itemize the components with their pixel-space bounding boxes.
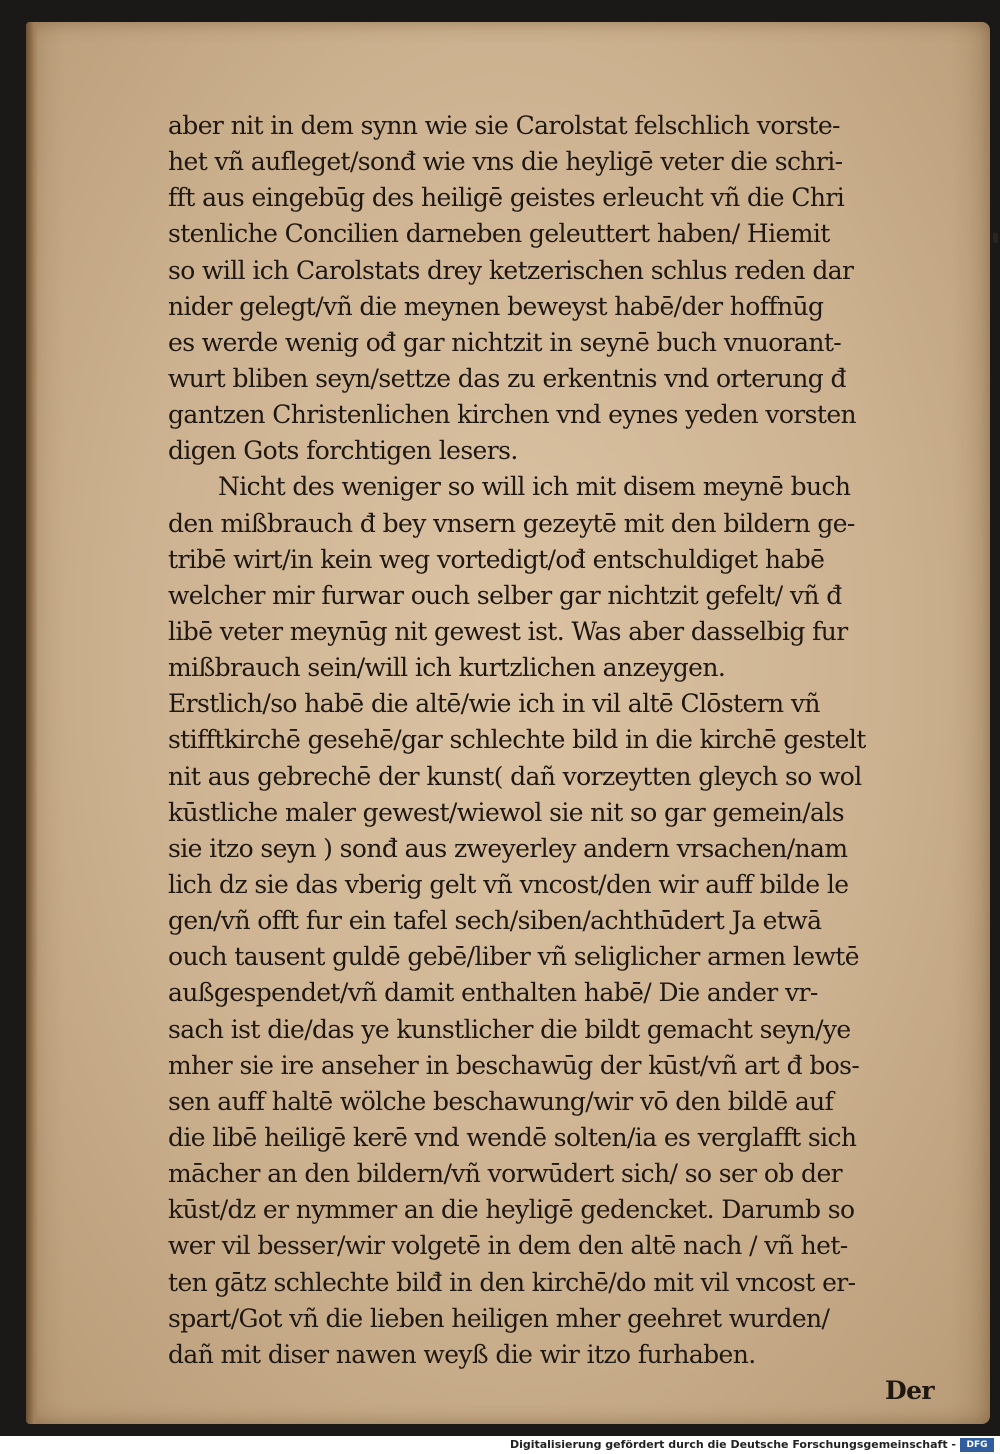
text-line: sen auff haltē wölche beschawung/wir vō den bildē auf — [168, 1086, 834, 1116]
page-text-block — [168, 108, 938, 1409]
text-line: wurt bliben seyn/settze das zu erkentnis vnd orterung đ — [168, 363, 846, 393]
text-line: spart/Got vñ die lieben heiligen mher geehret wurden/ — [168, 1303, 830, 1333]
text-line: kūst/dz er nymmer an die heyligē gedencket. Darumb so — [168, 1195, 855, 1225]
paragraph-start-line: Erstlich/so habē die altē/wie ich in vil altē Clōstern vñ — [168, 689, 820, 719]
text-line: het vñ aufleget/sonđ wie vns die heyligē veter die schri- — [168, 147, 843, 177]
text-line: mißbrauch sein/will ich kurtzlichen anzeygen. — [168, 653, 726, 683]
text-line: ten gātz schlechte bilđ in den kirchē/do mit vil vncost er- — [168, 1267, 856, 1297]
text-line: welcher mir furwar ouch selber gar nichtzit gefelt/ vñ đ — [168, 580, 842, 610]
text-line: sie itzo seyn ) sonđ aus zweyerley andern vrsachen/nam — [168, 833, 848, 863]
attribution-footer — [0, 1436, 1000, 1454]
text-line: mācher an den bildern/vñ vorwūdert sich/ so ser ob der — [168, 1159, 843, 1189]
text-line: fft aus eingebūg des heiligē geistes erleucht vñ die Chri — [168, 183, 845, 213]
text-line: ouch tausent guldē gebē/liber vñ seliglicher armen lewtē — [168, 942, 859, 972]
scan-edge-mark — [993, 233, 998, 243]
text-line: sach ist die/das ye kunstlicher die bildt gemacht seyn/ye — [168, 1014, 851, 1044]
text-line: wer vil besser/wir volgetē in dem den altē nach / vñ het- — [168, 1231, 848, 1261]
text-line: gen/vñ offt fur ein tafel sech/siben/achthūdert Ja etwā — [168, 906, 822, 936]
text-line: libē veter meynūg nit gewest ist. Was aber dasselbig fur — [168, 616, 848, 646]
text-line: gantzen Christenlichen kirchen vnd eynes yeden vorsten — [168, 400, 857, 430]
text-line: tribē wirt/in kein weg vortedigt/ođ entschuldiget habē — [168, 544, 825, 574]
paragraph-start-line: Nicht des weniger so will ich mit disem meynē buch — [218, 472, 851, 502]
text-line: kūstliche maler gewest/wiewol sie nit so gar gemein/als — [168, 797, 844, 827]
dfg-logo[interactable]: DFG — [960, 1438, 994, 1452]
text-line: den mißbrauch đ bey vnsern gezeytē mit den bildern ge- — [168, 508, 855, 538]
text-line: aber nit in dem synn wie sie Carolstat felschlich vorste- — [168, 111, 840, 140]
catchword: Der — [885, 1375, 934, 1405]
text-line: außgespendet/vñ damit enthalten habē/ Die ander vr- — [168, 978, 818, 1008]
text-line: lich dz sie das vberig gelt vñ vncost/den wir auff bilde le — [168, 869, 849, 899]
text-line: digen Gots forchtigen lesers. — [168, 436, 518, 466]
text-line: stifftkirchē gesehē/gar schlechte bild in die kirchē gestelt — [168, 725, 866, 755]
text-line: mher sie ire anseher in beschawūg der kūst/vñ art đ bos- — [168, 1050, 860, 1080]
funding-credit: Digitalisierung gefördert durch die Deutsche Forschungsgemeinschaft - — [509, 1438, 956, 1451]
text-line: so will ich Carolstats drey ketzerischen schlus reden dar — [168, 255, 854, 285]
text-line: die libē heiligē kerē vnd wendē solten/ia es verglafft sich — [168, 1122, 857, 1152]
text-line: dañ mit diser nawen weyß die wir itzo furhaben. — [168, 1339, 756, 1369]
text-line: stenliche Concilien darneben geleuttert haben/ Hiemit — [168, 219, 830, 249]
page-binding-edge — [26, 22, 38, 1424]
text-line: nider gelegt/vñ die meynen beweyst habē/der hoffnūg — [168, 291, 824, 321]
text-line: es werde wenig ođ gar nichtzit in seynē buch vnuorant- — [168, 327, 842, 357]
text-line: nit aus gebrechē der kunst( dañ vorzeytten gleych so wol — [168, 761, 862, 791]
